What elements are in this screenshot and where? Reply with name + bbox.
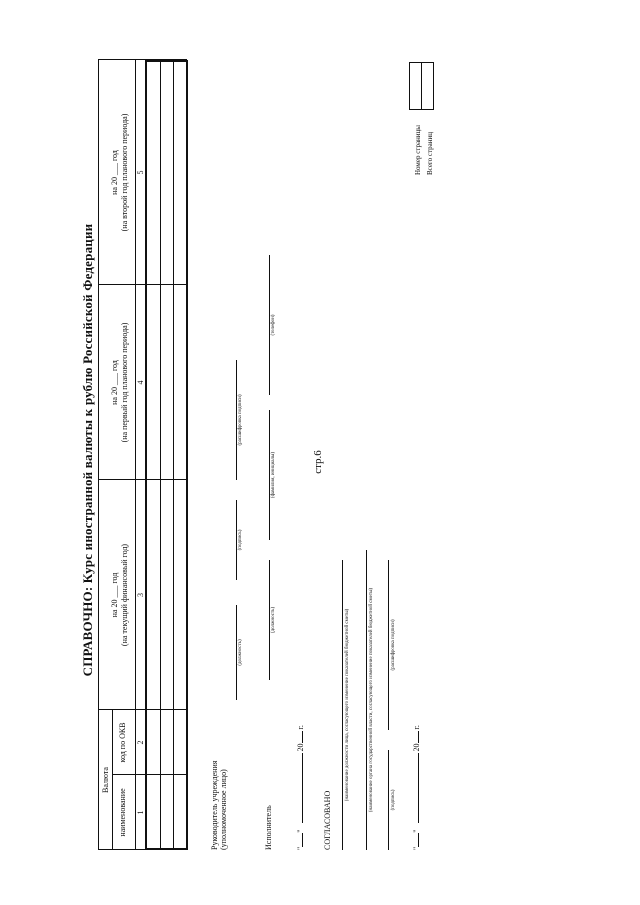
header-col3: на 20 ___ год (на текущий финансовый год) [110,543,129,647]
page-number-label: Номер страницы [414,124,422,176]
caption-agreed-person: (наименование должности лица, согласующего изменение показателей бюджетной сметы) [345,608,350,802]
form-title: СПРАВОЧНО: Курс иностранной валюты к рублю Российской Федерации [80,223,95,677]
caption-phone: (телефон) [271,314,276,336]
caption-signature: (подпись) [238,529,243,551]
caption-position2: (должность) [271,606,276,634]
caption-decoding2: (расшифровка подписи) [391,619,396,671]
caption-position: (должность) [238,639,243,666]
header-currency: Валюта [101,767,110,793]
date-row-2: "" 20 г. [412,725,421,850]
caption-fio: (фамилия, инициалы) [271,451,276,499]
header-col4: на 20 ___ год (на первый год планового периода) [110,322,129,443]
col-number-5: 5 [136,170,145,175]
agreed-label: СОГЛАСОВАНО [323,790,332,850]
col-number-1: 1 [136,810,145,815]
date-row-1: "" 20 г. [296,725,305,850]
caption-decoding: (расшифровка подписи) [238,394,243,446]
caption-signature2: (подпись) [391,789,396,811]
head-label: Руководитель учреждения (уполномоченное лицо) [210,760,228,850]
rotated-form [40,20,430,880]
page-label: стр.6 [312,450,324,474]
total-pages-label: Всего страниц [426,131,434,176]
col-number-4: 4 [136,380,145,385]
col-number-3: 3 [136,593,145,597]
header-col5: на 20 ___ год (на второй год планового периода) [110,113,129,232]
executor-label: Исполнитель [264,805,273,850]
header-okv: код по ОКВ [118,722,127,763]
header-name: наименование [118,788,127,837]
caption-agreed-org: (наименование органа государственной власти, согласующего изменение показателей бюджетной сметы) [369,587,374,813]
col-number-2: 2 [136,740,145,745]
